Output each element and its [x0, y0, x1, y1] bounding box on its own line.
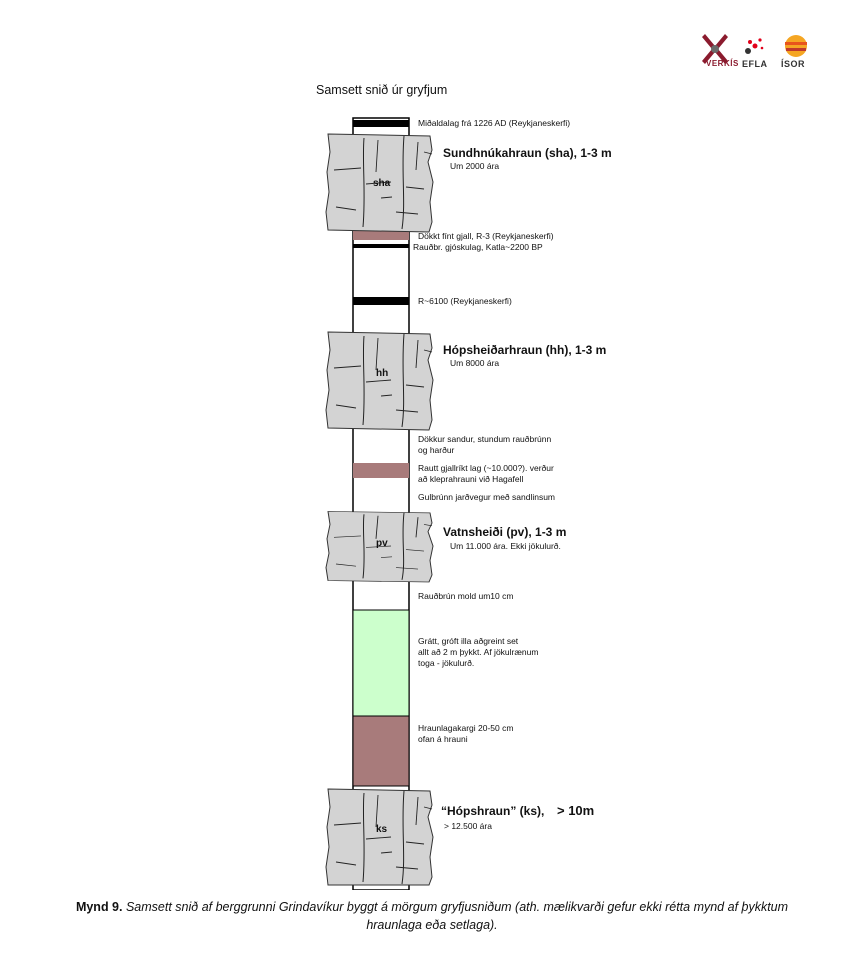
diagram-title: Samsett snið úr gryfjum [316, 83, 448, 97]
label-raudbrun-mold: Rauðbrún mold um10 cm [418, 591, 514, 601]
layer-gratt-set [353, 610, 409, 716]
label-rautt-1: Rautt gjallríkt lag (~10.000?). verður [418, 463, 554, 473]
layer-midaldalag [353, 120, 409, 127]
layer-katla [353, 244, 409, 248]
isor-logo-text: ÍSOR [781, 59, 806, 69]
label-r6100: R~6100 (Reykjaneskerfi) [418, 296, 512, 306]
caption-label: Mynd 9. [75, 900, 123, 914]
label-gulbrunn: Gulbrúnn jarðvegur með sandlinsum [418, 492, 556, 502]
label-dokkur-2: og harður [418, 445, 455, 455]
label-gratt-2: allt að 2 m þykkt. Af jökulrænum [418, 647, 539, 657]
label-dokkt-gjall: Dökkt fínt gjall, R-3 (Reykjaneskerfi) [418, 231, 554, 241]
label-gratt-3: toga - jökulurð. [418, 658, 475, 668]
label-rautt-2: að kleprahrauni við Hagafell [418, 474, 524, 484]
label-katla: Rauðbr. gjóskulag, Katla~2200 BP [413, 242, 543, 252]
layer-hraunlagakargi [353, 716, 409, 786]
lava-block-ks [326, 789, 433, 885]
lava-code-pv: pv [376, 538, 388, 549]
lava-age-ks: > 12.500 ára [444, 821, 492, 831]
lava-thickness-ks: > 10m [557, 803, 595, 818]
label-hraunlaga-1: Hraunlagakargi 20-50 cm [418, 723, 514, 733]
lava-name-ks: “Hópshraun” (ks), [441, 804, 545, 818]
lava-name-sha: Sundhnúkahraun (sha), 1-3 m [443, 146, 612, 160]
layer-dokkt-gjall [353, 231, 409, 240]
lava-code-sha: sha [373, 178, 391, 189]
lava-age-hh: Um 8000 ára [450, 358, 500, 368]
label-hraunlaga-2: ofan á hrauni [418, 734, 468, 744]
layer-r6100 [353, 297, 409, 305]
efla-logo-text: EFLA [742, 59, 768, 69]
label-gratt-1: Grátt, gróft illa aðgreint set [418, 636, 519, 646]
verkis-logo-text: VERKÍS [706, 59, 739, 68]
caption-text: Samsett snið af berggrunni Grindavíkur byggt á mörgum gryfjusniðum (ath. mælikvarði gefur ekki rétta mynd af þykktum hraunlaga eða setlaga). [125, 900, 789, 932]
figure-caption [60, 898, 804, 934]
lava-name-hh: Hópsheiðarhraun (hh), 1-3 m [443, 343, 607, 357]
lava-code-hh: hh [376, 368, 389, 379]
lava-block-hh [326, 332, 433, 430]
layer-rautt-gjall [353, 463, 409, 478]
label-dokkur-1: Dökkur sandur, stundum rauðbrúnn [418, 434, 552, 444]
lava-age-pv: Um 11.000 ára. Ekki jökulurð. [450, 541, 561, 551]
label-midaldalag: Miðaldalag frá 1226 AD (Reykjaneskerfi) [418, 118, 571, 128]
lava-name-pv: Vatnsheiði (pv), 1-3 m [443, 525, 567, 539]
lava-age-sha: Um 2000 ára [450, 161, 500, 171]
lava-code-ks: ks [376, 824, 388, 835]
